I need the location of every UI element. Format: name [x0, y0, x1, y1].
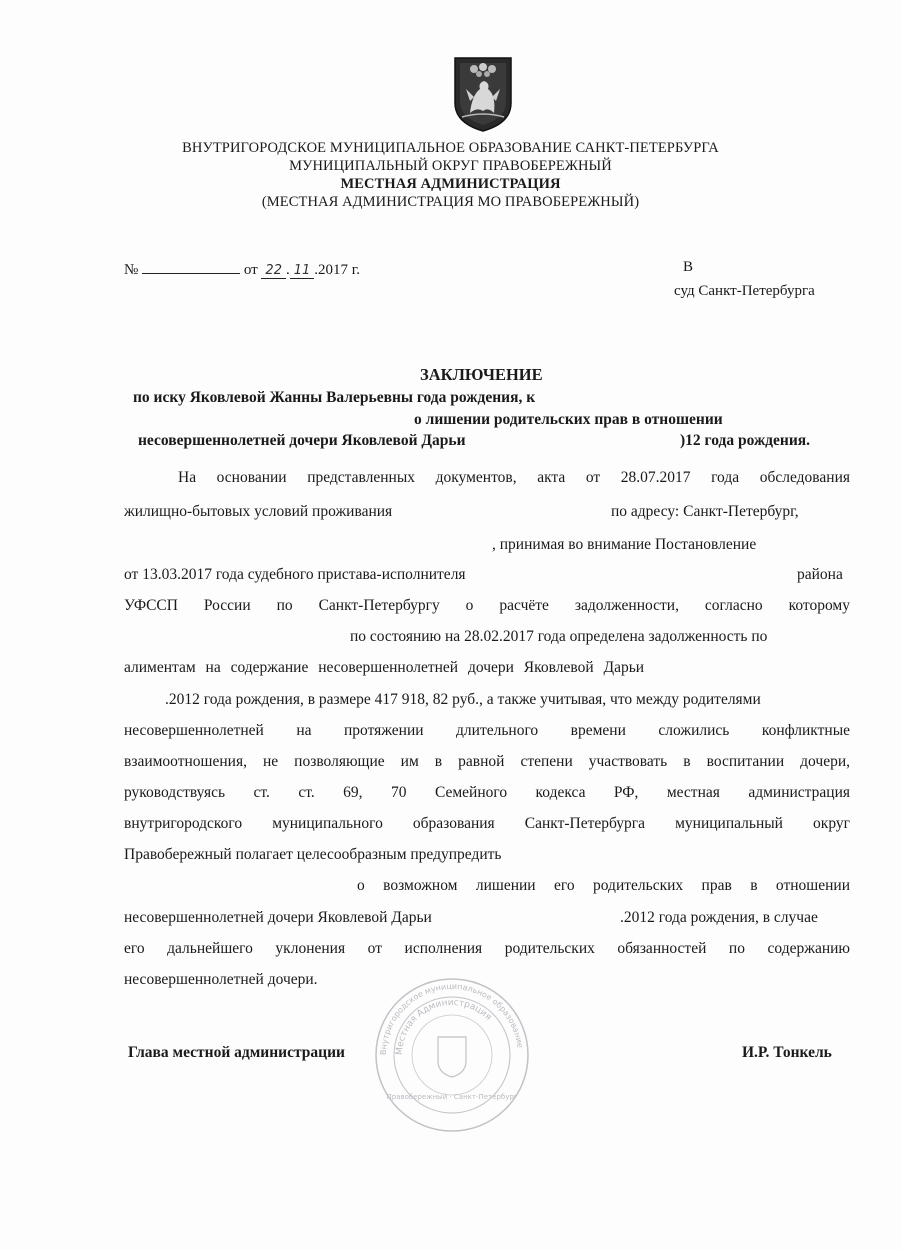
reference-line: № от 22 . 11 .2017 г.	[124, 259, 360, 279]
official-stamp	[372, 975, 532, 1135]
org-name-line3: МЕСТНАЯ АДМИНИСТРАЦИЯ	[340, 176, 561, 192]
body-line: руководствуясь ст. ст. 69, 70 Семейного кодекса РФ, местная администрация	[124, 784, 850, 801]
body-line: от 13.03.2017 года судебного пристава-исполнителя	[124, 566, 466, 583]
addressee-line2: суд Санкт-Петербурга	[674, 283, 815, 299]
stamp-bottom-text: Правобережный · Санкт-Петербург	[386, 1093, 518, 1101]
body-line: несовершеннолетней на протяжении длительного времени сложились конфликтные	[124, 722, 850, 739]
body-line: жилищно-бытовых условий проживания	[124, 503, 393, 520]
date-year: .2017 г.	[314, 262, 360, 278]
document-title: ЗАКЛЮЧЕНИЕ	[420, 365, 543, 384]
body-line: внутригородского муниципального образования Санкт-Петербурга муниципальный округ	[124, 815, 850, 832]
signer-position: Глава местной администрации	[128, 1044, 345, 1061]
number-blank	[142, 259, 240, 274]
body-line: несовершеннолетней дочери.	[124, 971, 318, 988]
body-line: , принимая во внимание Постановление	[492, 536, 757, 553]
stamp-inner-text: Местная Администрация	[394, 997, 494, 1056]
signer-name: И.Р. Тонкель	[742, 1044, 832, 1061]
body-line: района	[797, 566, 843, 583]
org-header	[0, 139, 901, 211]
stamp-outer-text: Внутригородское муниципальное образование	[378, 981, 525, 1056]
title-line3b: )12 года рождения.	[680, 432, 811, 449]
org-name-line1: ВНУТРИГОРОДСКОЕ МУНИЦИПАЛЬНОЕ ОБРАЗОВАНИЕ САНКТ-ПЕТЕРБУРГА	[182, 140, 719, 156]
body-line: несовершеннолетней дочери Яковлевой Дарьи	[124, 909, 432, 926]
addressee-line1: В	[683, 259, 694, 275]
coat-of-arms-icon	[452, 55, 514, 133]
body-line: Правобережный полагает целесообразным предупредить	[124, 846, 502, 863]
body-line: .2012 года рождения, в размере 417 918, 82 руб., а также учитывая, что между родителями	[165, 691, 761, 708]
body-line: На основании представленных документов, акта от 28.07.2017 года обследования	[178, 469, 850, 486]
date-month-handwritten: 11	[290, 263, 315, 279]
body-line: его дальнейшего уклонения от исполнения родительских обязанностей по содержанию	[124, 940, 850, 957]
org-name-line2: МУНИЦИПАЛЬНЫЙ ОКРУГ ПРАВОБЕРЕЖНЫЙ	[289, 158, 612, 174]
body-line: по состоянию на 28.02.2017 года определена задолженность по	[350, 628, 768, 645]
title-line2: о лишении родительских прав в отношении	[414, 411, 723, 428]
title-line1: по иску Яковлевой Жанны Валерьевны года рождения, к	[133, 389, 536, 406]
body-line: о возможном лишении его родительских прав в отношении	[357, 877, 850, 894]
body-line: УФССП России по Санкт-Петербургу о расчёте задолженности, согласно которому	[124, 597, 850, 614]
date-day-handwritten: 22	[261, 263, 286, 279]
org-name-line4: (МЕСТНАЯ АДМИНИСТРАЦИЯ МО ПРАВОБЕРЕЖНЫЙ)	[261, 194, 640, 210]
number-label: №	[124, 262, 139, 278]
body-line: взаимоотношения, не позволяющие им в равной степени участвовать в воспитании дочери,	[124, 753, 850, 770]
body-line: алиментам на содержание несовершеннолетней дочери Яковлевой Дарьи	[124, 659, 645, 676]
body-line: по адресу: Санкт-Петербург,	[611, 503, 799, 520]
date-label: от	[243, 262, 258, 278]
body-line: .2012 года рождения, в случае	[620, 909, 818, 926]
title-line3a: несовершеннолетней дочери Яковлевой Дарьи	[138, 432, 466, 449]
